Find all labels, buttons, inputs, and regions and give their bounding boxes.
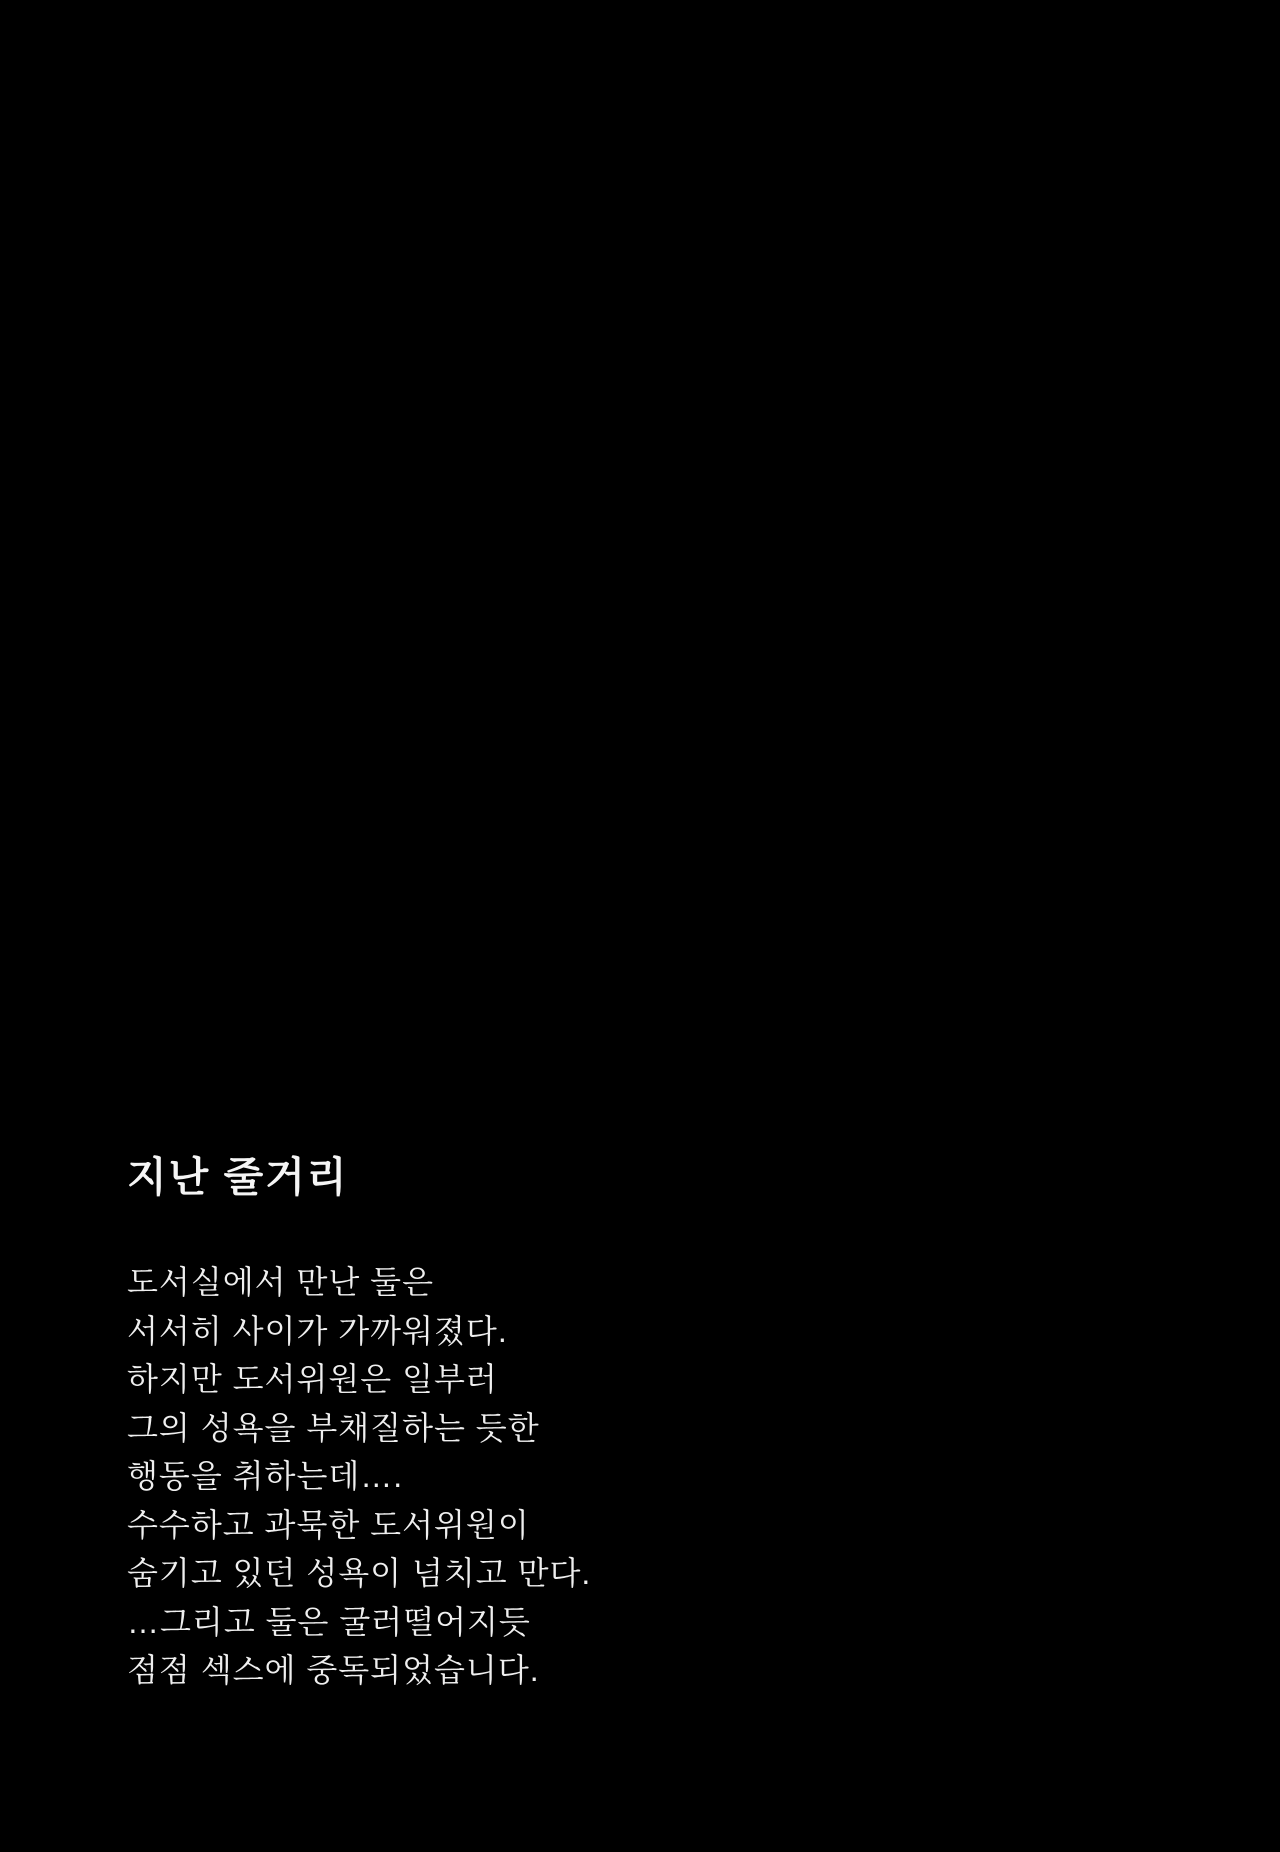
synopsis-text [127, 1258, 591, 1695]
synopsis-line: …그리고 둘은 굴러떨어지듯 [127, 1603, 531, 1640]
synopsis-line: 수수하고 과묵한 도서위원이 [127, 1506, 530, 1543]
synopsis-line: 숨기고 있던 성욕이 넘치고 만다. [127, 1555, 592, 1592]
synopsis-block [127, 1155, 591, 1695]
synopsis-line: 점점 섹스에 중독되었습니다. [127, 1652, 540, 1689]
synopsis-line: 서서히 사이가 가까워졌다. [127, 1312, 508, 1349]
synopsis-line: 그의 성욕을 부채질하는 듯한 [127, 1409, 540, 1446]
synopsis-heading: 지난 줄거리 [127, 1154, 349, 1200]
synopsis-line: 하지만 도서위원은 일부러 [127, 1361, 498, 1398]
synopsis-line: 도서실에서 만난 둘은 [127, 1264, 434, 1301]
synopsis-line: 행동을 취하는데…. [127, 1458, 404, 1495]
